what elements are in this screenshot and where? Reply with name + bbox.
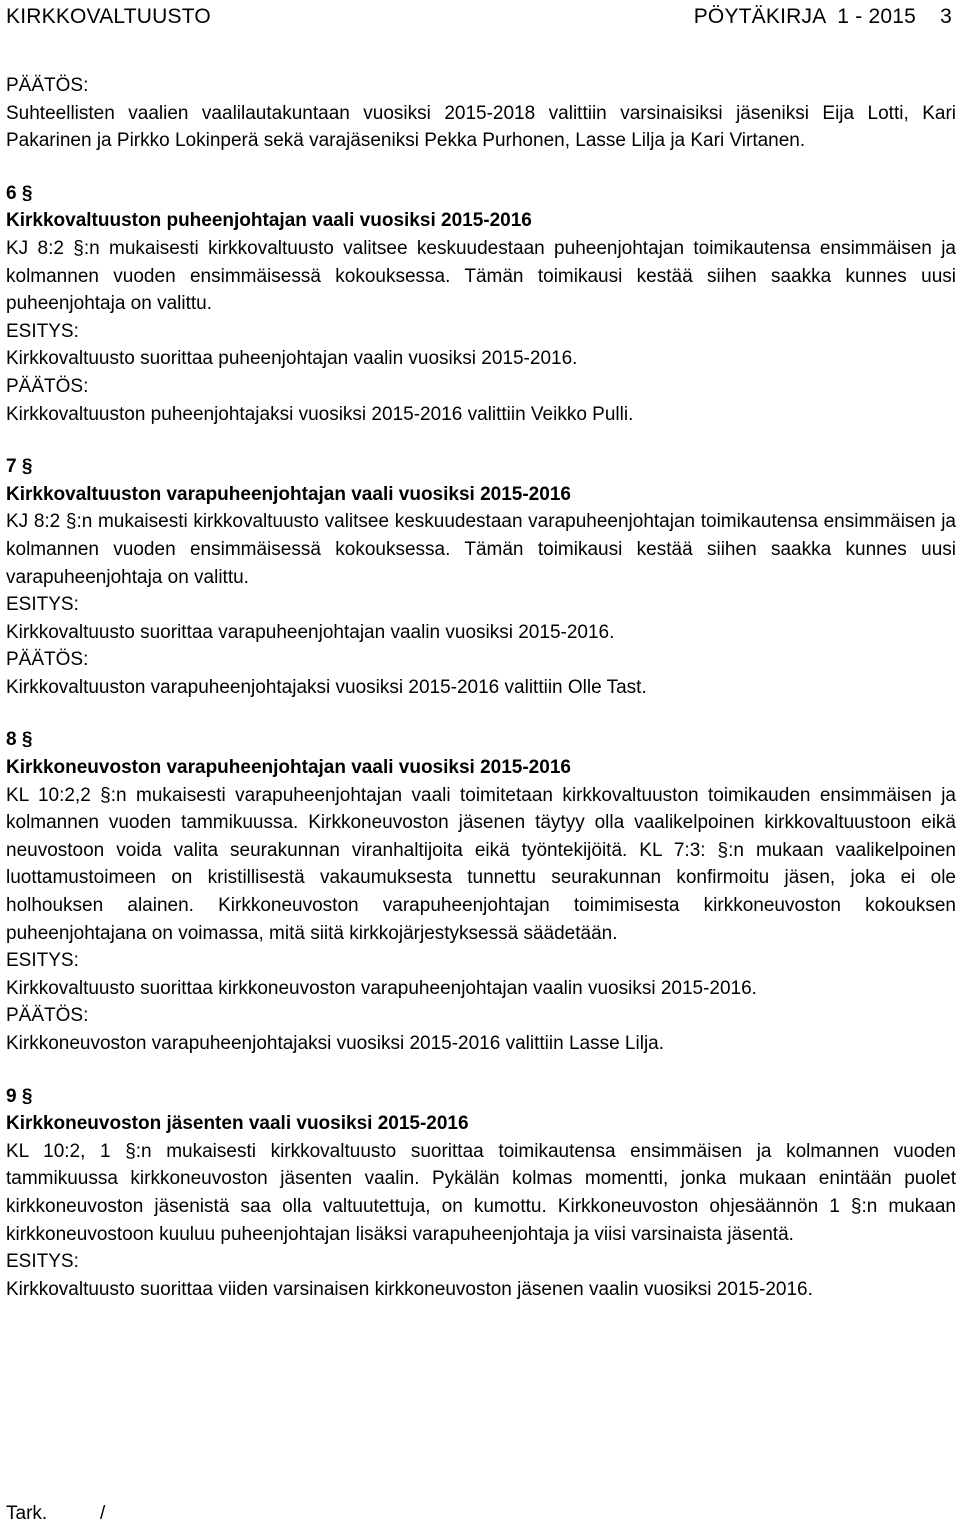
section-title: Kirkkovaltuuston varapuheenjohtajan vaali vuosiksi 2015-2016 xyxy=(6,483,571,505)
section-8 xyxy=(6,726,956,1057)
proposal-label: ESITYS: xyxy=(6,1251,79,1273)
intro-decision-text: Suhteellisten vaalien vaalilautakuntaan vuosiksi 2015-2018 valittiin varsinaisiksi jäseniksi Eija Lotti, Kari Pakarinen ja Pirkko Lokinperä sekä varajäseniksi Pekka Purhonen, Lasse Lilja ja Kari Virtanen. xyxy=(6,102,956,152)
document-body xyxy=(6,72,956,1303)
section-number: 9 § xyxy=(6,1085,33,1107)
header-document-info: PÖYTÄKIRJA 1 - 2015 3 xyxy=(693,5,952,28)
decision-text: Kirkkovaltuuston varapuheenjohtajaksi vuosiksi 2015-2016 valittiin Olle Tast. xyxy=(6,676,647,698)
decision-label: PÄÄTÖS: xyxy=(6,375,89,397)
proposal-label: ESITYS: xyxy=(6,594,79,616)
section-body: KL 10:2, 1 §:n mukaisesti kirkkovaltuusto suorittaa toimikautensa ensimmäisen ja kolmannen vuoden tammikuussa kirkkoneuvoston jäsenten vaalin. Pykälän kolmas momentti, jonka mukaan enintään puolet kirkkoneuvoston jäsenistä saa olla valtuutettuja, on kumottu. Kirkkoneuvoston ohjesäännön 1 §:n mukaan kirkkoneuvostoon kuuluu puheenjohtajan lisäksi varapuheenjohtaja ja viisi varsinaista jäsentä. xyxy=(6,1140,956,1245)
section-title: Kirkkoneuvoston jäsenten vaali vuosiksi 2015-2016 xyxy=(6,1113,469,1135)
intro-decision-label: PÄÄTÖS: xyxy=(6,75,89,96)
header-organization: KIRKKOVALTUUSTO xyxy=(6,5,211,28)
section-title: Kirkkoneuvoston varapuheenjohtajan vaali vuosiksi 2015-2016 xyxy=(6,757,571,779)
section-body: KJ 8:2 §:n mukaisesti kirkkovaltuusto valitsee keskuudestaan varapuheenjohtajan toimikautensa ensimmäisen ja kolmannen vuoden ensimmäisessä kokouksessa. Tämän toimikausi kestää siihen saakka kunnes uusi varapuheenjohtaja on valittu. xyxy=(6,511,956,588)
section-9 xyxy=(6,1083,956,1304)
section-number: 7 § xyxy=(6,456,33,478)
section-7 xyxy=(6,453,956,701)
proposal-text: Kirkkovaltuusto suorittaa varapuheenjohtajan vaalin vuosiksi 2015-2016. xyxy=(6,621,615,643)
section-number: 8 § xyxy=(6,729,33,751)
decision-label: PÄÄTÖS: xyxy=(6,649,89,671)
proposal-label: ESITYS: xyxy=(6,320,79,342)
page-header xyxy=(6,4,952,34)
proposal-label: ESITYS: xyxy=(6,950,79,972)
section-body: KL 10:2,2 §:n mukaisesti varapuheenjohtajan vaali toimitetaan kirkkovaltuuston toimikauden ensimmäisen ja kolmannen vuoden tammikuussa. Kirkkoneuvoston jäsenen täytyy olla vaalikelpoinen kirkkovaltuustoon eikä neuvostoon voida valita seurakunnan viranhaltijoita eikä työntekijöitä. KL 7:3: §:n mukaan vaalikelpoinen luottamustoimeen on kristillisestä vakaumuksesta tunnettu seurakunnan konfirmoitu jäsen, joka ei ole holhouksen alainen. Kirkkoneuvoston varapuheenjohtajan toimimisesta kirkkoneuvoston kokouksen puheenjohtajana on voimassa, mitä siitä kirkkojärjestyksessä säädetään. xyxy=(6,784,956,944)
proposal-text: Kirkkovaltuusto suorittaa viiden varsinaisen kirkkoneuvoston jäsenen vaalin vuosiksi 2015-2016. xyxy=(6,1278,813,1300)
decision-text: Kirkkoneuvoston varapuheenjohtajaksi vuosiksi 2015-2016 valittiin Lasse Lilja. xyxy=(6,1033,665,1054)
decision-text: Kirkkovaltuuston puheenjohtajaksi vuosiksi 2015-2016 valittiin Veikko Pulli. xyxy=(6,403,634,425)
proposal-text: Kirkkovaltuusto suorittaa puheenjohtajan vaalin vuosiksi 2015-2016. xyxy=(6,348,578,370)
section-number: 6 § xyxy=(6,182,33,204)
section-6 xyxy=(6,180,956,428)
proposal-text: Kirkkovaltuusto suorittaa kirkkoneuvoston varapuheenjohtajan vaalin vuosiksi 2015-2016. xyxy=(6,977,757,999)
section-title: Kirkkovaltuuston puheenjohtajan vaali vuosiksi 2015-2016 xyxy=(6,210,532,232)
page-footer-checker: Tark. / xyxy=(6,1503,106,1524)
section-body: KJ 8:2 §:n mukaisesti kirkkovaltuusto valitsee keskuudestaan puheenjohtajan toimikautensa ensimmäisen ja kolmannen vuoden ensimmäisessä kokouksessa. Tämän toimikausi kestää siihen saakka kunnes uusi puheenjohtaja on valittu. xyxy=(6,237,956,315)
decision-label: PÄÄTÖS: xyxy=(6,1005,89,1027)
